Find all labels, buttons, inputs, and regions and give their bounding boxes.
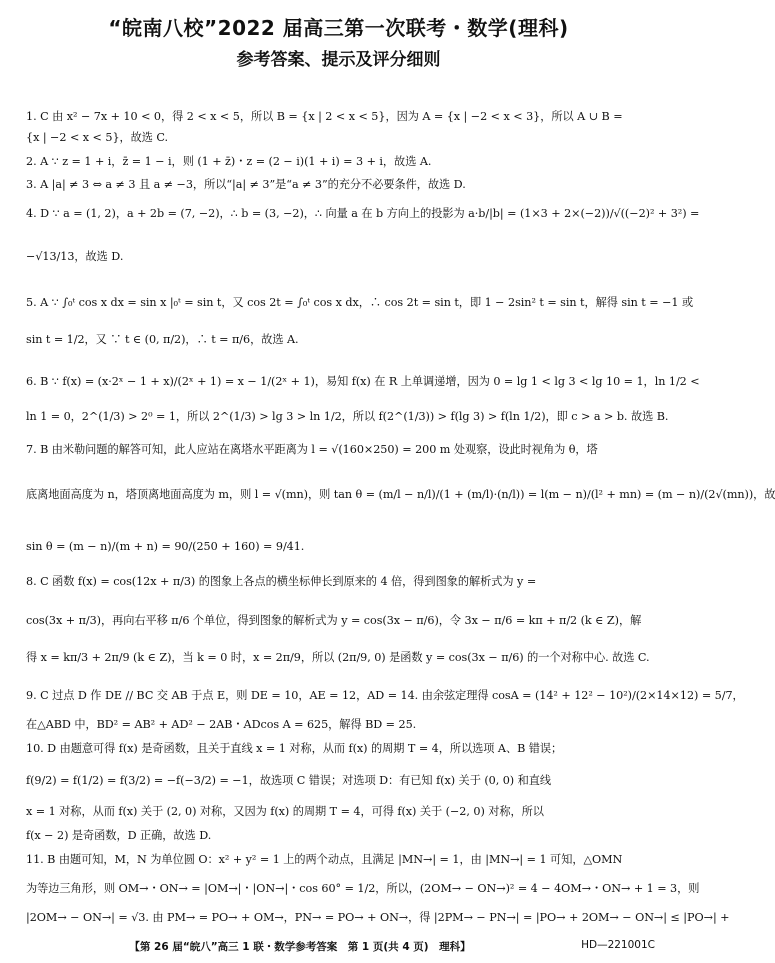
page-title: “皖南八校”2022 届高三第一次联考・数学(理科): [108, 16, 569, 40]
solution-line: 在△ABD 中，BD² = AB² + AD² − 2AB・ADcos A = 625，解得 BD = 25.: [26, 718, 417, 731]
solution-line: 1. C 由 x² − 7x + 10 < 0，得 2 < x < 5，所以 B = {x | 2 < x < 5}，因为 A = {x | −2 < x < 3}，所以 A ∪ B =: [26, 110, 623, 123]
solution-line: 3. A |a| ≠ 3 ⇔ a ≠ 3 且 a ≠ −3，所以“|a| ≠ 3”是“a ≠ 3”的充分不必要条件，故选 D.: [26, 178, 466, 191]
footer-info: 【第 26 届“皖八”高三 1 联・数学参考答案 第 1 页(共 4 页) 理科】: [129, 941, 471, 953]
document-code: HD—221001C: [581, 939, 655, 951]
solution-line: 得 x = kπ/3 + 2π/9 (k ∈ Z)，当 k = 0 时，x = 2π/9，所以 (2π/9, 0) 是函数 y = cos(3x − π/6) 的一个对称中心. 故选 C.: [26, 651, 650, 664]
solution-line: 8. C 函数 f(x) = cos(12x + π/3) 的图象上各点的横坐标伸长到原来的 4 倍，得到图象的解析式为 y =: [26, 575, 537, 588]
solution-line: 5. A ∵ ∫₀ᵗ cos x dx = sin x |₀ᵗ = sin t，又 cos 2t = ∫₀ᵗ cos x dx，∴ cos 2t = sin t，即 1 − 2sin² t = sin t，解得 sin t = −1 或: [26, 296, 694, 309]
solution-line: 4. D ∵ a = (1, 2)，a + 2b = (7, −2)，∴ b = (3, −2)，∴ 向量 a 在 b 方向上的投影为 a·b/|b| = (1×3 + 2×(−2))/√((−2)² + 3²) =: [26, 207, 700, 220]
solution-line: {x | −2 < x < 5}，故选 C.: [26, 131, 169, 144]
solution-line: |2OM→ − ON→| = √3. 由 PM→ = PO→ + OM→，PN→ = PO→ + ON→，得 |2PM→ − PN→| = |PO→ + 2OM→ − ON→| ≤ |PO→| +: [26, 911, 730, 924]
solution-line: cos(3x + π/3)，再向右平移 π/6 个单位，得到图象的解析式为 y = cos(3x − π/6)，令 3x − π/6 = kπ + π/2 (k ∈ Z)，解: [26, 614, 642, 627]
solution-line: f(x − 2) 是奇函数，D 正确，故选 D.: [26, 829, 212, 842]
solution-line: ln 1 = 0，2^(1/3) > 2⁰ = 1，所以 2^(1/3) > lg 3 > ln 1/2，所以 f(2^(1/3)) > f(lg 3) > f(ln 1/2)，即 c > a > b. 故选 B.: [26, 410, 669, 423]
solution-line: 2. A ∵ z = 1 + i，z̄ = 1 − i，则 (1 + z̄)・z = (2 − i)(1 + i) = 3 + i，故选 A.: [26, 155, 432, 168]
solution-line: f(9/2) = f(1/2) = f(3/2) = −f(−3/2) = −1，故选项 C 错误；对选项 D：有已知 f(x) 关于 (0, 0) 和直线: [26, 774, 552, 787]
solution-line: 底离地面高度为 n，塔顶离地面高度为 m，则 l = √(mn)，则 tan θ = (m/l − n/l)/(1 + (m/l)·(n/l)) = l(m − n)/(l² + mn) = (m − n)/(2√(mn))，故: [26, 488, 775, 501]
page-subtitle: 参考答案、提示及评分细则: [236, 50, 441, 70]
solution-line: 7. B 由米勒问题的解答可知，此人应站在离塔水平距离为 l = √(160×250) = 200 m 处观察，设此时视角为 θ，塔: [26, 443, 598, 456]
solution-line: x = 1 对称，从而 f(x) 关于 (2, 0) 对称，又因为 f(x) 的周期 T = 4，可得 f(x) 关于 (−2, 0) 对称，所以: [26, 805, 544, 818]
solution-line: 10. D 由题意可得 f(x) 是奇函数，且关于直线 x = 1 对称，从而 f(x) 的周期 T = 4，所以选项 A、B 错误；: [26, 742, 563, 755]
solution-line: −√13/13，故选 D.: [26, 250, 124, 263]
solution-line: 11. B 由题可知，M，N 为单位圆 O：x² + y² = 1 上的两个动点，且满足 |MN→| = 1，由 |MN→| = 1 可知，△OMN: [26, 853, 623, 866]
solution-line: sin t = 1/2，又 ∵ t ∈ (0, π/2)，∴ t = π/6，故选 A.: [26, 333, 299, 346]
solution-line: 为等边三角形，则 OM→・ON→ = |OM→|・|ON→|・cos 60° = 1/2，所以，(2OM→ − ON→)² = 4 − 4OM→・ON→ + 1 = 3，则: [26, 882, 700, 895]
solution-line: sin θ = (m − n)/(m + n) = 90/(250 + 160) = 9/41.: [26, 540, 305, 553]
solution-line: 9. C 过点 D 作 DE // BC 交 AB 于点 E，则 DE = 10，AE = 12，AD = 14. 由余弦定理得 cosA = (14² + 12² − 10²)/(2×14×12) = 5/7，: [26, 689, 744, 702]
solution-line: 6. B ∵ f(x) = (x·2ˣ − 1 + x)/(2ˣ + 1) = x − 1/(2ˣ + 1)，易知 f(x) 在 R 上单调递增，因为 0 = lg 1 < lg 3 < lg 10 = 1，ln 1/2 <: [26, 375, 700, 388]
